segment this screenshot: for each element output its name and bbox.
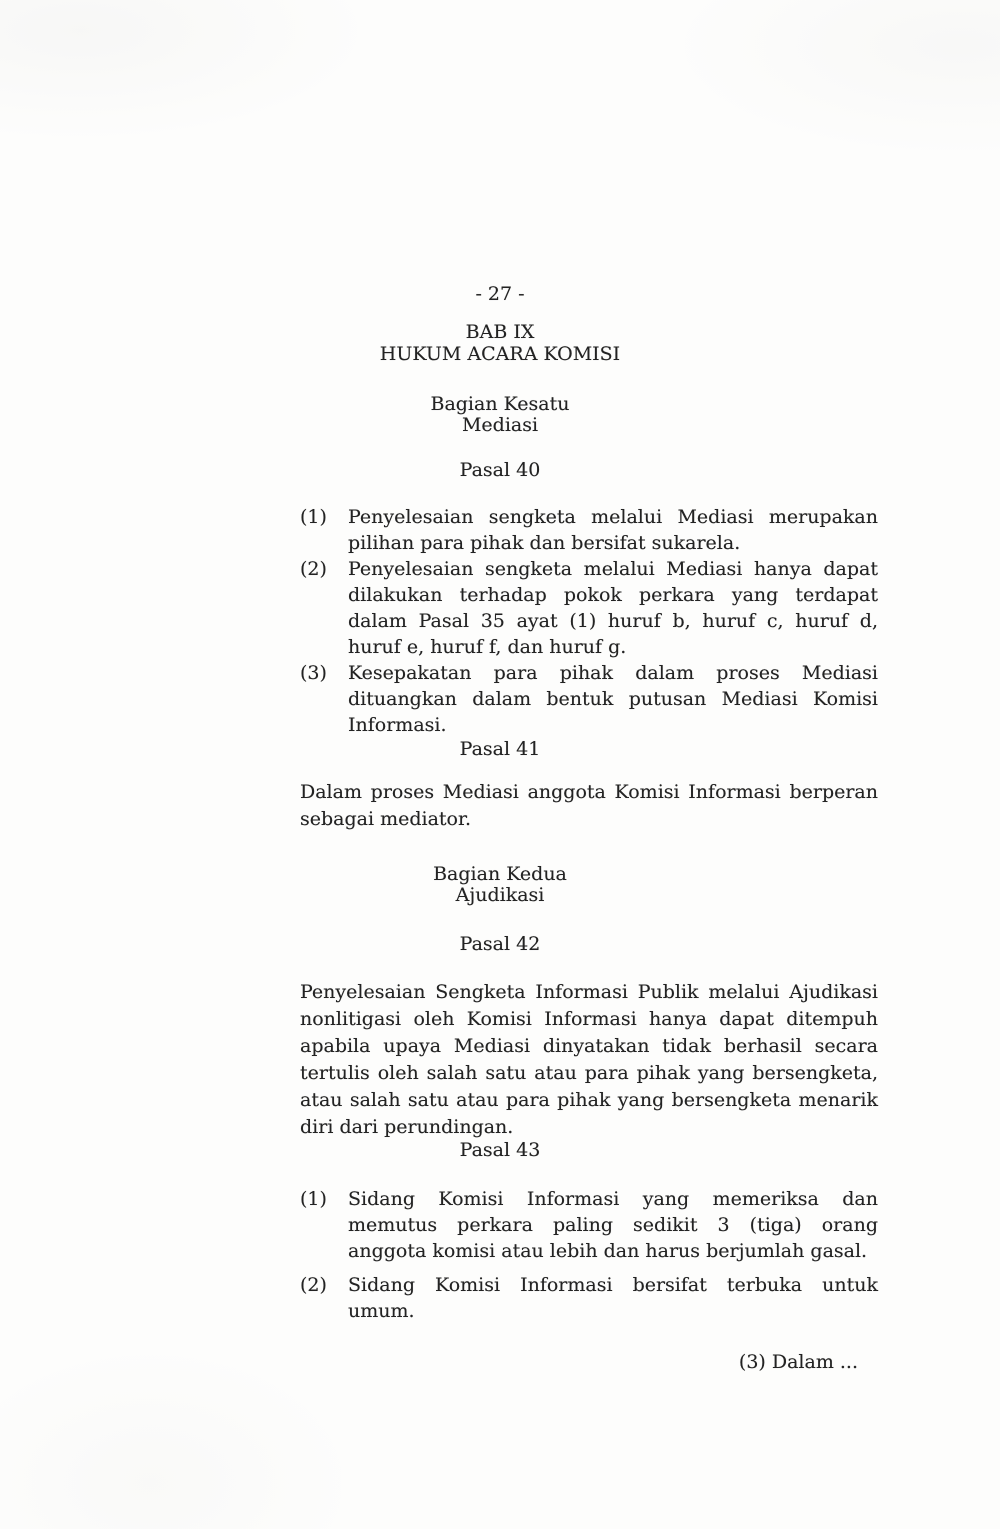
list-item xyxy=(300,660,878,738)
item-text: Penyelesaian sengketa melalui Mediasi hanya dapat dilakukan terhadap pokok perkara yang terdapat dalam Pasal 35 ayat (1) huruf b, huruf c, huruf d, huruf e, huruf f, dan huruf g. xyxy=(348,558,878,658)
part-one-heading xyxy=(0,394,1000,436)
item-text: Kesepakatan para pihak dalam proses Mediasi dituangkan dalam bentuk putusan Mediasi Komisi Informasi. xyxy=(348,662,878,736)
pasal-42-body: Penyelesaian Sengketa Informasi Publik melalui Ajudikasi nonlitigasi oleh Komisi Informasi hanya dapat ditempuh apabila upaya Mediasi dinyatakan tidak berhasil secara tertulis oleh salah satu atau para pihak yang bersengketa, atau salah satu atau para pihak yang bersengketa menarik diri dari perundingan. xyxy=(300,981,878,1138)
page-number: - 27 - xyxy=(475,283,525,305)
chapter-heading xyxy=(0,321,1000,365)
pasal-40-title: Pasal 40 xyxy=(459,459,541,481)
item-text: Sidang Komisi Informasi yang memeriksa dan memutus perkara paling sedikit 3 (tiga) orang anggota komisi atau lebih dan harus berjumlah gasal. xyxy=(348,1188,878,1262)
item-text: Penyelesaian sengketa melalui Mediasi merupakan pilihan para pihak dan bersifat sukarela. xyxy=(348,506,878,554)
pasal-41-body: Dalam proses Mediasi anggota Komisi Informasi berperan sebagai mediator. xyxy=(300,781,878,830)
list-item xyxy=(300,504,878,556)
item-number: (3) xyxy=(300,662,327,684)
chapter-label: BAB IX xyxy=(465,321,535,343)
list-item xyxy=(300,1272,878,1324)
chapter-title: HUKUM ACARA KOMISI xyxy=(379,343,621,365)
pasal-40-list xyxy=(300,504,878,738)
list-item xyxy=(300,1186,878,1264)
pasal-43-list xyxy=(300,1186,878,1324)
pasal-43-title: Pasal 43 xyxy=(459,1139,541,1161)
item-number: (1) xyxy=(300,506,327,528)
item-number: (1) xyxy=(300,1188,327,1210)
item-text: Sidang Komisi Informasi bersifat terbuka untuk umum. xyxy=(348,1274,878,1322)
pasal-41-title: Pasal 41 xyxy=(459,738,541,760)
part-one-label: Bagian Kesatu xyxy=(430,393,570,415)
item-number: (2) xyxy=(300,1274,327,1296)
list-item xyxy=(300,556,878,660)
pasal-42-title: Pasal 42 xyxy=(459,933,541,955)
part-two-title: Ajudikasi xyxy=(455,884,545,906)
part-one-title: Mediasi xyxy=(461,414,539,436)
item-number: (2) xyxy=(300,558,327,580)
part-two-label: Bagian Kedua xyxy=(433,863,567,885)
page-catchword: (3) Dalam ... xyxy=(738,1351,858,1373)
part-two-heading xyxy=(0,864,1000,906)
